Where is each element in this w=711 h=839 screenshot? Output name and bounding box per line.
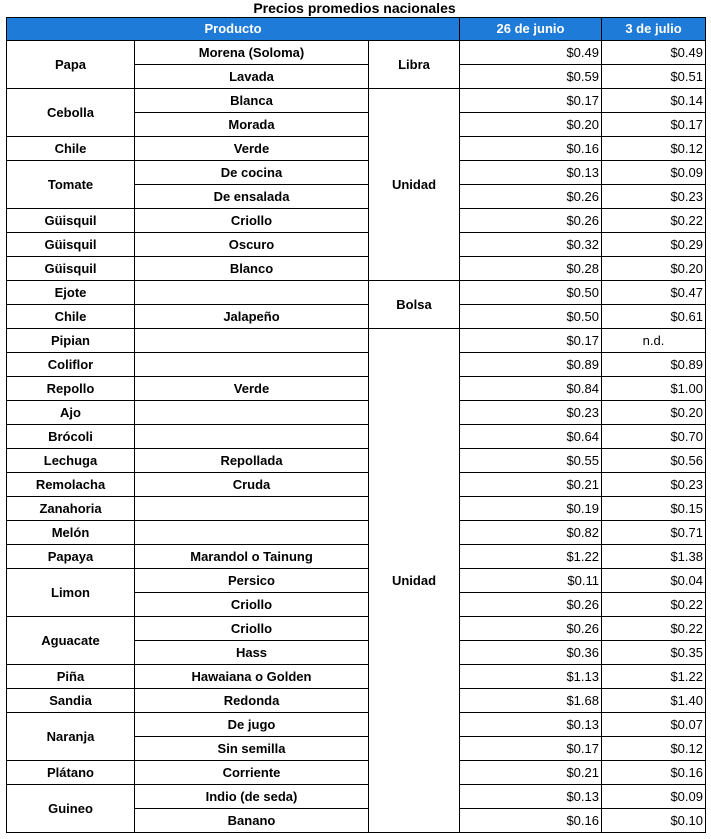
variety-cell: De cocina [135, 161, 369, 185]
table-row [7, 425, 706, 449]
product-cell: Pipian [7, 329, 135, 353]
table-row [7, 713, 706, 737]
price-26-junio: $0.21 [460, 761, 602, 785]
price-3-julio: $0.23 [602, 185, 706, 209]
product-cell: Coliflor [7, 353, 135, 377]
price-3-julio: $1.38 [602, 545, 706, 569]
table-row [7, 569, 706, 593]
variety-cell: Jalapeño [135, 305, 369, 329]
product-cell: Guineo [7, 785, 135, 833]
price-3-julio: $0.89 [602, 353, 706, 377]
variety-cell: Marandol o Tainung [135, 545, 369, 569]
variety-cell [135, 353, 369, 377]
variety-cell [135, 401, 369, 425]
price-26-junio: $0.28 [460, 257, 602, 281]
variety-cell [135, 497, 369, 521]
product-cell: Remolacha [7, 473, 135, 497]
unit-cell: Bolsa [369, 281, 460, 329]
variety-cell: Redonda [135, 689, 369, 713]
prices-table [6, 17, 706, 833]
price-26-junio: $1.68 [460, 689, 602, 713]
price-3-julio: $0.12 [602, 737, 706, 761]
header-date-1: 26 de junio [460, 18, 602, 41]
price-3-julio: $0.22 [602, 209, 706, 233]
price-26-junio: $0.16 [460, 137, 602, 161]
variety-cell: De jugo [135, 713, 369, 737]
price-26-junio: $0.49 [460, 41, 602, 65]
table-row [7, 257, 706, 281]
variety-cell: Persico [135, 569, 369, 593]
price-26-junio: $0.17 [460, 89, 602, 113]
price-26-junio: $0.11 [460, 569, 602, 593]
table-row [7, 497, 706, 521]
price-3-julio: $0.35 [602, 641, 706, 665]
product-cell: Zanahoria [7, 497, 135, 521]
price-3-julio: $0.61 [602, 305, 706, 329]
product-cell: Papa [7, 41, 135, 89]
price-26-junio: $0.26 [460, 617, 602, 641]
variety-cell: Criollo [135, 593, 369, 617]
variety-cell: Cruda [135, 473, 369, 497]
price-3-julio: $0.20 [602, 401, 706, 425]
price-26-junio: $0.36 [460, 641, 602, 665]
price-26-junio: $0.50 [460, 281, 602, 305]
price-3-julio: n.d. [602, 329, 706, 353]
price-3-julio: $0.47 [602, 281, 706, 305]
product-cell: Papaya [7, 545, 135, 569]
price-26-junio: $0.89 [460, 353, 602, 377]
table-row [7, 473, 706, 497]
price-26-junio: $1.22 [460, 545, 602, 569]
product-cell: Naranja [7, 713, 135, 761]
price-3-julio: $0.71 [602, 521, 706, 545]
price-3-julio: $1.22 [602, 665, 706, 689]
price-3-julio: $0.15 [602, 497, 706, 521]
price-26-junio: $0.26 [460, 209, 602, 233]
table-row [7, 689, 706, 713]
table-row [7, 449, 706, 473]
variety-cell: Morena (Soloma) [135, 41, 369, 65]
product-cell: Güisquil [7, 233, 135, 257]
product-cell: Brócoli [7, 425, 135, 449]
product-cell: Tomate [7, 161, 135, 209]
price-3-julio: $0.56 [602, 449, 706, 473]
header-producto: Producto [7, 18, 460, 41]
table-row [7, 305, 706, 329]
price-3-julio: $0.12 [602, 137, 706, 161]
price-3-julio: $0.16 [602, 761, 706, 785]
product-cell: Limon [7, 569, 135, 617]
price-26-junio: $0.64 [460, 425, 602, 449]
product-cell: Ajo [7, 401, 135, 425]
product-cell: Sandia [7, 689, 135, 713]
variety-cell: Banano [135, 809, 369, 833]
price-26-junio: $0.82 [460, 521, 602, 545]
price-3-julio: $0.04 [602, 569, 706, 593]
price-26-junio: $0.19 [460, 497, 602, 521]
price-3-julio: $0.23 [602, 473, 706, 497]
price-3-julio: $0.29 [602, 233, 706, 257]
variety-cell [135, 281, 369, 305]
price-26-junio: $0.84 [460, 377, 602, 401]
price-3-julio: $0.70 [602, 425, 706, 449]
unit-cell: Unidad [369, 89, 460, 281]
price-3-julio: $0.49 [602, 41, 706, 65]
variety-cell: Verde [135, 137, 369, 161]
price-26-junio: $0.20 [460, 113, 602, 137]
variety-cell: Blanca [135, 89, 369, 113]
variety-cell: Criollo [135, 209, 369, 233]
price-3-julio: $1.00 [602, 377, 706, 401]
price-26-junio: $0.26 [460, 593, 602, 617]
price-26-junio: $0.59 [460, 65, 602, 89]
table-row [7, 521, 706, 545]
price-26-junio: $0.17 [460, 329, 602, 353]
page-title: Precios promedios nacionales [253, 0, 456, 16]
variety-cell: Repollada [135, 449, 369, 473]
price-3-julio: $0.22 [602, 593, 706, 617]
product-cell: Repollo [7, 377, 135, 401]
variety-cell [135, 425, 369, 449]
variety-cell: Hass [135, 641, 369, 665]
table-row [7, 377, 706, 401]
table-row [7, 281, 706, 305]
variety-cell: Blanco [135, 257, 369, 281]
variety-cell: Lavada [135, 65, 369, 89]
product-cell: Piña [7, 665, 135, 689]
table-row [7, 89, 706, 113]
price-3-julio: $0.51 [602, 65, 706, 89]
variety-cell [135, 521, 369, 545]
price-3-julio: $0.17 [602, 113, 706, 137]
price-26-junio: $0.32 [460, 233, 602, 257]
table-row [7, 137, 706, 161]
product-cell: Chile [7, 137, 135, 161]
variety-cell: Criollo [135, 617, 369, 641]
price-26-junio: $0.13 [460, 785, 602, 809]
table-row [7, 617, 706, 641]
variety-cell: Verde [135, 377, 369, 401]
price-26-junio: $0.26 [460, 185, 602, 209]
table-row [7, 665, 706, 689]
product-cell: Cebolla [7, 89, 135, 137]
price-26-junio: $0.13 [460, 713, 602, 737]
table-row [7, 545, 706, 569]
price-26-junio: $1.13 [460, 665, 602, 689]
variety-cell: De ensalada [135, 185, 369, 209]
price-3-julio: $0.10 [602, 809, 706, 833]
price-26-junio: $0.13 [460, 161, 602, 185]
product-cell: Plátano [7, 761, 135, 785]
product-cell: Güisquil [7, 209, 135, 233]
price-3-julio: $0.07 [602, 713, 706, 737]
product-cell: Lechuga [7, 449, 135, 473]
table-row [7, 353, 706, 377]
unit-cell: Unidad [369, 329, 460, 833]
price-3-julio: $0.20 [602, 257, 706, 281]
variety-cell: Corriente [135, 761, 369, 785]
table-row [7, 41, 706, 65]
price-3-julio: $1.40 [602, 689, 706, 713]
table-row [7, 785, 706, 809]
header-date-2: 3 de julio [602, 18, 706, 41]
variety-cell: Morada [135, 113, 369, 137]
product-cell: Ejote [7, 281, 135, 305]
table-header-row [7, 18, 706, 41]
price-26-junio: $0.17 [460, 737, 602, 761]
table-row [7, 761, 706, 785]
price-26-junio: $0.16 [460, 809, 602, 833]
price-26-junio: $0.21 [460, 473, 602, 497]
price-3-julio: $0.22 [602, 617, 706, 641]
product-cell: Chile [7, 305, 135, 329]
product-cell: Güisquil [7, 257, 135, 281]
product-cell: Melón [7, 521, 135, 545]
product-cell: Aguacate [7, 617, 135, 665]
price-3-julio: $0.09 [602, 161, 706, 185]
variety-cell: Sin semilla [135, 737, 369, 761]
variety-cell: Hawaiana o Golden [135, 665, 369, 689]
table-row [7, 401, 706, 425]
table-row [7, 209, 706, 233]
table-row [7, 161, 706, 185]
variety-cell: Indio (de seda) [135, 785, 369, 809]
variety-cell [135, 329, 369, 353]
variety-cell: Oscuro [135, 233, 369, 257]
table-row [7, 329, 706, 353]
price-26-junio: $0.55 [460, 449, 602, 473]
table-row [7, 233, 706, 257]
price-3-julio: $0.14 [602, 89, 706, 113]
price-26-junio: $0.23 [460, 401, 602, 425]
price-26-junio: $0.50 [460, 305, 602, 329]
unit-cell: Libra [369, 41, 460, 89]
price-3-julio: $0.09 [602, 785, 706, 809]
